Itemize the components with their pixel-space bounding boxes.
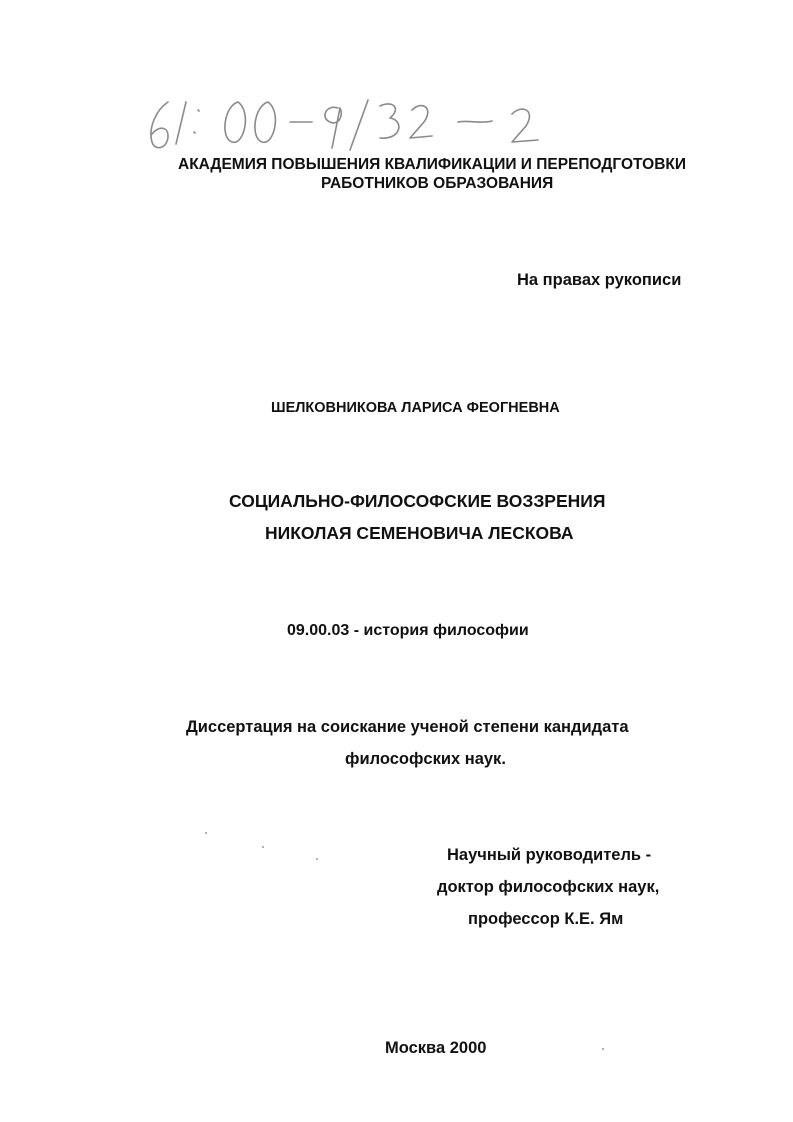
supervisor-line-1: Научный руководитель - bbox=[447, 846, 652, 864]
degree-line-2: философских наук. bbox=[345, 750, 506, 768]
institution-line-1: АКАДЕМИЯ ПОВЫШЕНИЯ КВАЛИФИКАЦИИ И ПЕРЕПОДГОТОВКИ bbox=[178, 156, 686, 173]
scan-speck bbox=[262, 846, 264, 848]
degree-line-1: Диссертация на соискание ученой степени кандидата bbox=[186, 718, 629, 736]
author-name: ШЕЛКОВНИКОВА ЛАРИСА ФЕОГНЕВНА bbox=[271, 400, 560, 416]
dissertation-title-line-2: НИКОЛАЯ СЕМЕНОВИЧА ЛЕСКОВА bbox=[265, 523, 574, 543]
supervisor-line-2: доктор философских наук, bbox=[437, 878, 660, 896]
dissertation-title-line-1: СОЦИАЛЬНО-ФИЛОСОФСКИЕ ВОЗЗРЕНИЯ bbox=[229, 491, 606, 511]
handwritten-archive-mark bbox=[140, 88, 570, 160]
supervisor-line-3: профессор К.Е. Ям bbox=[468, 910, 624, 928]
scan-speck bbox=[316, 858, 318, 860]
city-year: Москва 2000 bbox=[385, 1039, 487, 1057]
scan-speck bbox=[205, 832, 207, 834]
institution-line-2: РАБОТНИКОВ ОБРАЗОВАНИЯ bbox=[321, 175, 554, 192]
specialty-code: 09.00.03 - история философии bbox=[287, 622, 529, 639]
manuscript-rights-note: На правах рукописи bbox=[517, 271, 682, 289]
scan-speck bbox=[602, 1048, 604, 1050]
